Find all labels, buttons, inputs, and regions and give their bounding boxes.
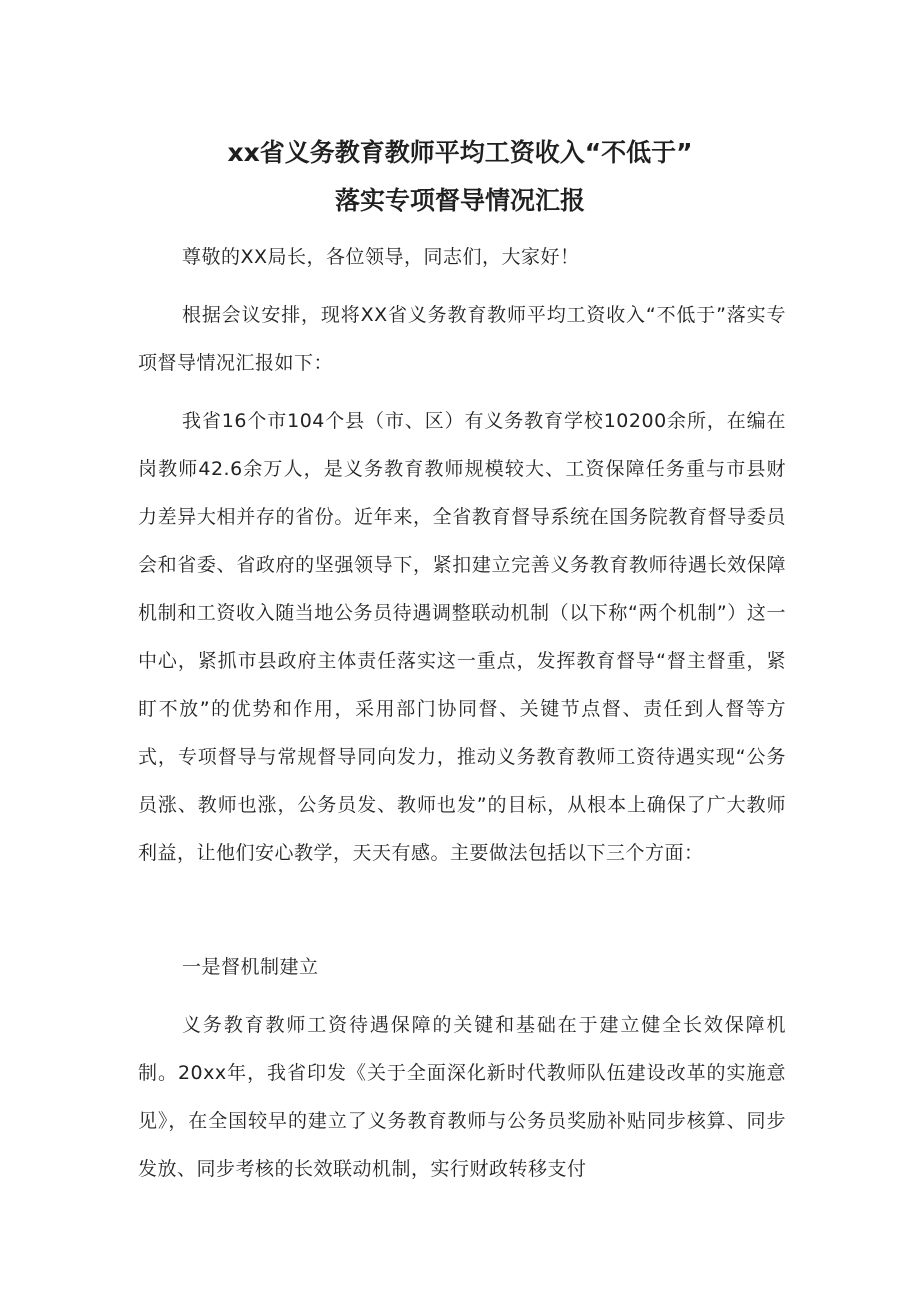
overview-text: 我省16个市104个县（市、区）有义务教育学校10200余所，在编在岗教师42.6余万人，是义务教育教师规模较大、工资保障任务重与市县财力差异大相并存的省份。近年来，全省教育督导系统在国务院教育督导委员会和省委、省政府的坚强领导下，紧扣建立完善义务教育教师待遇长效保障机制和工资收入随当地公务员待遇调整联动机制（以下称“两个机制”）这一中心，紧抓市县政府主体责任落实这一重点，发挥教育督导“督主督重，紧盯不放”的优势和作用，采用部门协同督、关键节点督、责任到人督等方式，专项督导与常规督导同向发力，推动义务教育教师工资待遇实现“公务员涨、教师也涨，公务员发、教师也发”的目标，从根本上确保了广大教师利益，让他们安心教学，天天有感。主要做法包括以下三个方面：: [138, 410, 786, 864]
intro-paragraph: [138, 291, 786, 387]
overview-paragraph: [138, 397, 786, 877]
section-1-paragraph: [138, 1001, 786, 1193]
document-title-line-2: 落实专项督导情况汇报: [334, 186, 585, 215]
section-1-text: 义务教育教师工资待遇保障的关键和基础在于建立健全长效保障机制。20xx年，我省印发《关于全面深化新时代教师队伍建设改革的实施意见》，在全国较早的建立了义务教育教师与公务员奖励补贴同步核算、同步发放、同步考核的长效联动机制，实行财政转移支付: [138, 1014, 786, 1180]
intro-text: 根据会议安排，现将XX省义务教育教师平均工资收入“不低于”落实专项督导情况汇报如下：: [138, 304, 786, 374]
greeting-paragraph: 尊敬的XX局长，各位领导，同志们，大家好！: [182, 246, 580, 268]
document-title-line-1: xx省义务教育教师平均工资收入“不低于”: [227, 138, 693, 167]
section-1-heading: 一是督机制建立: [182, 956, 319, 978]
